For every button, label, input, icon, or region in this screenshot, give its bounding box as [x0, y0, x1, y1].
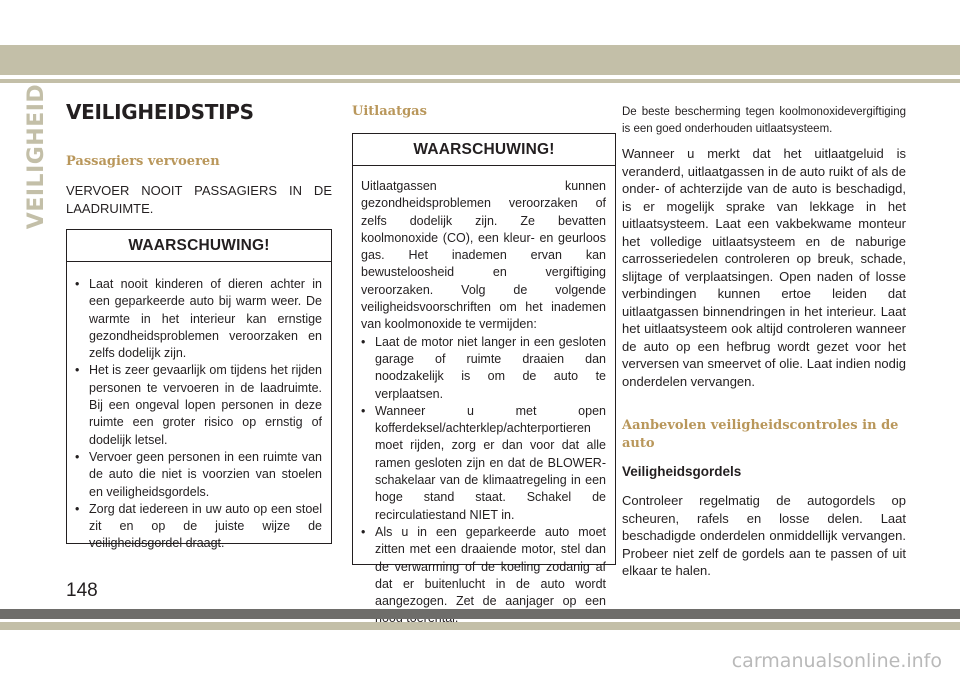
exhaust-heading: Uitlaatgas — [352, 104, 427, 119]
section-side-tab-label: VEILIGHEID — [24, 83, 50, 229]
warning-item: • Het is zeer gevaarlijk om tijdens het rijden personen te vervoeren in de laadruimte. Bij een ongeval lopen personen in deze ruimte een groter risico op ernstig of dodelijk letsel. — [75, 362, 322, 448]
footer-band-dark — [0, 609, 960, 619]
header-band — [0, 45, 960, 75]
warning-box-passengers — [66, 229, 332, 551]
warning-intro: Uitlaatgassen kunnen gezondheidsproblemen veroorzaken of zelfs dodelijk zijn. Ze bevatten koolmonoxide (CO), een kleur- en geurloos gas. Het inademen ervan kan bewusteloosheid en vergiftiging veroorzaken. Volg de volgende veiligheidsvoorschriften om het inademen van koolmonoxide te vermijden: — [361, 179, 606, 332]
warning-item: • Als u in een geparkeerde auto moet zitten met een draaiende motor, stel dan de verwarming of de koeling zodanig af dat er buitenlucht in de auto wordt aangezogen. Zet de aanjager op een — [361, 524, 606, 628]
watermark: carmanualsonline.info — [731, 650, 942, 672]
warning-list — [361, 334, 606, 628]
seatbelts-paragraph: Controleer regelmatig de autogordels op scheuren, rafels en losse delen. Laat beschadigde onderdelen onmiddellijk vervangen. Probeer niet zelf de gordels aan te passen of uit elkaar te halen. — [622, 493, 906, 578]
warning-item: • Laat de motor niet langer in een gesloten garage of ruimte draaien dan noodzakelijk is om de auto te verplaatsen. — [361, 334, 606, 403]
warning-item: • Zorg dat iedereen in uw auto op een stoel zit en op de juiste wijze de veiligheidsgordel draagt. — [75, 501, 322, 553]
warning-title: WAARSCHUWING! — [353, 134, 615, 166]
exhaust-protection-note: De beste bescherming tegen koolmonoxidevergiftiging is een goed onderhouden uitlaatsysteem. — [622, 106, 906, 135]
exhaust-leak-paragraph: Wanneer u merkt dat het uitlaatgeluid is veranderd, uitlaatgassen in de auto ruikt of als de onder- of achterzijde van de auto is beschadigd, is er mogelijk sprake van lekkage in het uitlaatsysteem. Laat een vakbekwame monteur het volledige uitlaatsysteem en de naburige carrosseriedelen controleren op breuk, schade, slijtage of verplaatsingen. Open naden of losse verbindingen kunnen ertoe leiden dat uitlaatgassen binnendringen in het interieur. Laat het uitlaatsysteem ook altijd controleren wanneer de auto op een hefbrug wordt gezet voor het verversen van smeervet of olie. Laat indien nodig onderdelen vervangen. — [622, 146, 907, 389]
safety-checks-heading: Aanbevolen veiligheidscontroles in de auto — [622, 418, 899, 451]
seatbelts-subheading: Veiligheidsgordels — [622, 464, 742, 479]
header-band-thin — [0, 79, 960, 83]
passengers-heading: Passagiers vervoeren — [66, 154, 220, 169]
footer-band-light — [0, 622, 960, 630]
warning-item: • Laat nooit kinderen of dieren achter in een geparkeerde auto bij warm weer. De warmte in het interieur kan ernstige gezondheidsproblemen veroorzaken en zelfs dodelijk zijn. — [75, 276, 322, 362]
warning-item: • Vervoer geen personen in een ruimte van de auto die niet is voorzien van stoelen en veiligheidsgordels. — [75, 449, 322, 501]
warning-item: • Wanneer u met open kofferdeksel/achterklep/achterportieren moet rijden, zorg er dan voor dat alle ramen gesloten zijn en dat de BLOWER-schakelaar van de klimaatregeling in een hoge stand staat. Schakel de recirculatiestand NIET in. — [361, 403, 606, 524]
page-title: VEILIGHEIDSTIPS — [66, 100, 254, 124]
section-side-tab — [22, 83, 52, 229]
warning-list — [75, 276, 322, 553]
warning-box-exhaust — [352, 133, 616, 609]
page-number: 148 — [66, 580, 98, 601]
passengers-intro: VERVOER NOOIT PASSAGIERS IN DE LAADRUIMTE. — [66, 183, 332, 216]
warning-title: WAARSCHUWING! — [67, 230, 331, 262]
